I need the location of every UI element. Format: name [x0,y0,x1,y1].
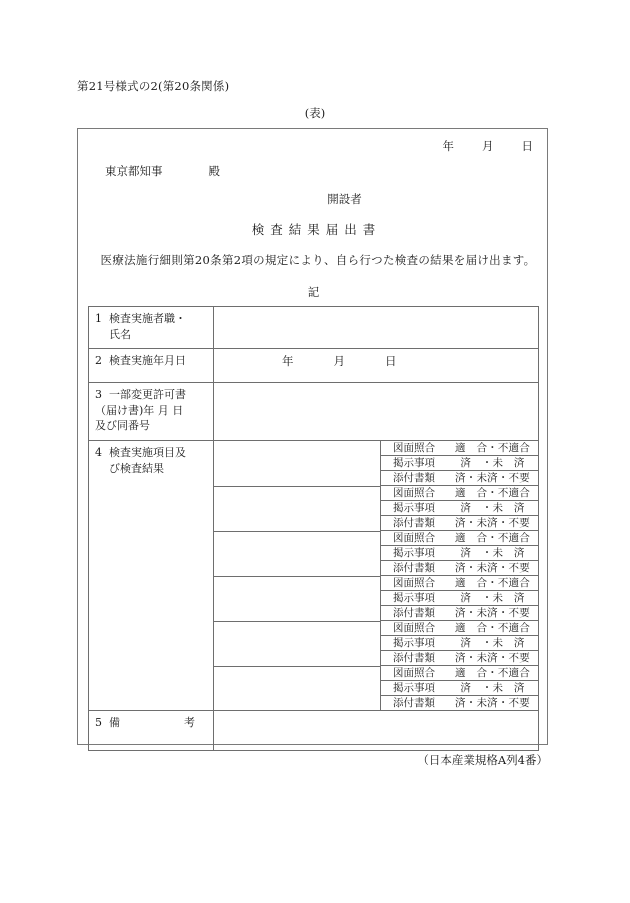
submission-date-line [443,138,534,154]
inspection-item-row [381,666,538,681]
inspection-item-row [381,651,538,666]
form-number-label: 第21号様式の2(第20条関係) [77,79,230,93]
inspection-item-result-options[interactable]: 済・未済・不要 [447,561,538,576]
inspection-item-row [381,471,538,486]
inspection-group [214,621,538,666]
row-label-inspector [89,307,214,349]
inspection-item-result-options[interactable]: 済 ・未 済 [447,456,538,471]
addressee-honorific: 殿 [208,164,220,178]
inspection-item-label: 掲示事項 [381,546,447,561]
table-row-permit [89,383,539,441]
inspection-grid [214,441,538,710]
sheet-side-label: (表) [304,106,326,120]
inspection-items-table [381,531,538,576]
inspection-group-note[interactable] [214,666,381,710]
inspection-group-items [381,666,539,710]
inspection-item-label: 図面照合 [381,486,447,501]
row-label-text-3a: 一部変更許可書 [109,388,186,401]
inspection-item-row [381,546,538,561]
inspection-item-result-options[interactable]: 済 ・未 済 [447,681,538,696]
inspection-item-row [381,591,538,606]
inspection-group-items [381,576,539,621]
inspection-group [214,666,538,710]
inspection-item-label: 添付書類 [381,516,447,531]
inspection-item-row [381,516,538,531]
date-month-label: 月 [482,139,494,153]
table-row-inspector [89,307,539,349]
inspection-grid-cell [214,441,539,711]
inspection-group-items [381,486,539,531]
addressee-name: 東京都知事 [105,164,163,178]
row-value-remarks[interactable] [214,711,539,751]
row-label-text-2: 検査実施年月日 [109,354,186,367]
inspection-group-items [381,441,539,486]
inspection-item-result-options[interactable]: 済 ・未 済 [447,546,538,561]
table-row-remarks [89,711,539,751]
inspection-item-label: 掲示事項 [381,456,447,471]
inspection-group [214,576,538,621]
inspection-item-row [381,456,538,471]
row-value-inspection-date[interactable] [214,349,539,383]
inspection-item-result-options[interactable]: 済 ・未 済 [447,636,538,651]
inspection-item-row [381,636,538,651]
row-label-text-4b: び検査結果 [109,461,164,475]
row-value-inspector[interactable] [214,307,539,349]
inspection-group-note[interactable] [214,621,381,666]
row-label-text-3b: （届け書)年 月 日 [95,403,184,417]
inspection-item-result-options[interactable]: 済・未済・不要 [447,471,538,486]
inspection-group-items [381,531,539,576]
inspection-item-row [381,696,538,711]
inspection-items-table [381,486,538,531]
inspection-item-result-options[interactable]: 済・未済・不要 [447,516,538,531]
addressee-line [105,163,220,179]
inspection-item-result-options[interactable]: 済・未済・不要 [455,697,530,709]
row-value-permit[interactable] [214,383,539,441]
row-label-inspection-date [89,349,214,383]
inspection-item-label: 図面照合 [381,666,447,681]
date-year-label: 年 [442,139,454,153]
inspection-items-table [381,621,538,666]
row-label-text-3c: 及び同番号 [95,419,150,433]
inspection-item-row [381,501,538,516]
row-number-4: 4 [95,446,102,459]
inspection-group-items [381,621,539,666]
inspection-item-result-options[interactable]: 適 合・不適合 [447,576,538,591]
row-label-text-4a: 検査実施項目及 [109,446,186,459]
inspection-item-row [381,561,538,576]
row-number-1: 1 [95,312,102,325]
inspection-item-label: 図面照合 [381,576,447,591]
inspection-items-table [381,441,538,486]
inspection-item-label: 掲示事項 [381,501,447,516]
table-row-inspection-items [89,441,539,711]
inspection-group-note[interactable] [214,486,381,531]
inspection-item-label: 掲示事項 [381,681,447,696]
inspection-item-row [381,531,538,546]
inspection-item-label: 図面照合 [381,441,447,456]
inspection-item-label: 添付書類 [393,697,435,709]
inspection-group [214,486,538,531]
inspection-item-label: 添付書類 [381,606,447,621]
inspection-item-result-options[interactable]: 適 合・不適合 [447,531,538,546]
inspection-item-label: 図面照合 [381,531,447,546]
legal-statement: 医療法施行細則第20条第2項の規定により、自ら行つた検査の結果を届け出ます。 [100,253,536,267]
row-number-2: 2 [95,354,102,367]
row-label-text-1a: 検査実施者職・ [109,312,186,325]
inspection-item-result-options[interactable]: 済・未済・不要 [447,651,538,666]
inspection-group [214,441,538,486]
row-number-3: 3 [95,388,102,401]
inspection-group-note[interactable] [214,531,381,576]
inspection-item-label: 添付書類 [381,471,447,486]
row-label-text-1b: 氏名 [109,327,131,341]
form-data-table [88,306,539,751]
date-day-label: 日 [521,139,533,153]
inspection-item-row [381,576,538,591]
paper-size-note: （日本産業規格A列4番） [417,753,548,767]
inspection-date-fields [220,353,532,369]
inspection-item-row [381,441,538,456]
inspection-item-result-options[interactable]: 適 合・不適合 [447,441,538,456]
table-row-inspection-date [89,349,539,383]
inspection-group-note[interactable] [214,441,381,486]
inspection-item-label: 掲示事項 [381,636,447,651]
inspection-item-result-options[interactable]: 適 合・不適合 [447,621,538,636]
inspection-items-table [381,666,538,710]
inspection-item-label: 図面照合 [381,621,447,636]
inspection-item-row [381,606,538,621]
inspection-group-note[interactable] [214,576,381,621]
inspection-item-result-options[interactable]: 済 ・未 済 [447,591,538,606]
inspection-item-result-options[interactable]: 済 ・未 済 [447,501,538,516]
inspection-item-label: 掲示事項 [381,591,447,606]
row-number-5: 5 [95,716,102,729]
ki-mark: 記 [307,285,320,299]
row-label-permit [89,383,214,441]
inspection-item-row [381,621,538,636]
inspection-item-label: 添付書類 [381,561,447,576]
inspection-item-result-options[interactable]: 済・未済・不要 [447,606,538,621]
document-title: 検査結果届出書 [251,222,382,237]
row-label-inspection-items [89,441,214,711]
applicant-label: 開設者 [327,192,362,206]
inspection-month-label: 月 [333,354,345,368]
inspection-group [214,531,538,576]
inspection-item-row [381,486,538,501]
inspection-day-label: 日 [385,354,397,368]
row-label-remarks [89,711,214,751]
inspection-year-label: 年 [282,354,294,368]
inspection-items-table [381,576,538,621]
form-body-box [77,128,548,745]
inspection-item-label: 添付書類 [381,651,447,666]
inspection-item-result-options[interactable]: 適 合・不適合 [447,666,538,681]
row-label-text-5b: 考 [184,716,195,729]
inspection-item-result-options[interactable]: 適 合・不適合 [447,486,538,501]
row-label-text-5a: 備 [109,716,120,729]
inspection-item-row [381,681,538,696]
